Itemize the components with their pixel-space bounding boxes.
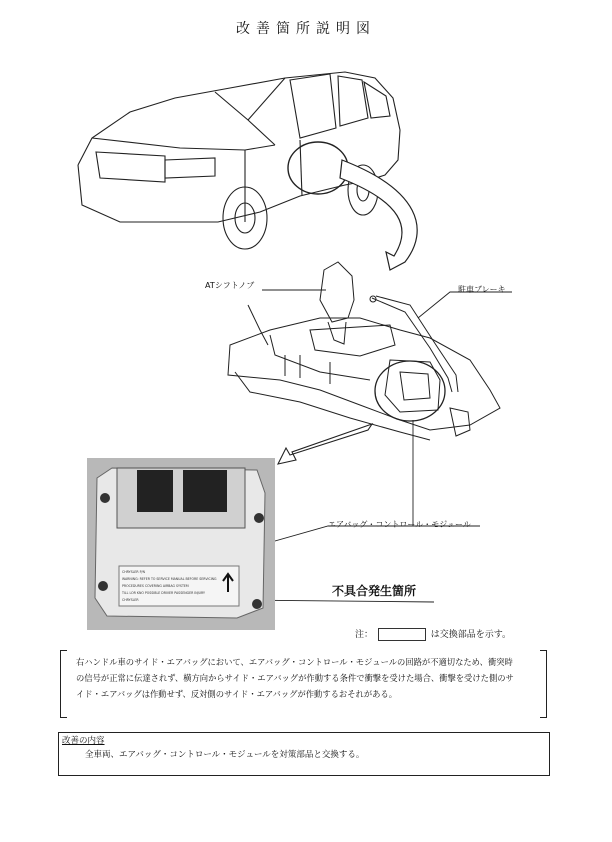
- vehicle-drawing: [78, 72, 400, 249]
- legend-suffix: は交換部品を示す。: [430, 630, 512, 640]
- module-sticker-line: TILL LOR KNO POSSIBLE DRIVER PASSENGER INJURY: [122, 591, 205, 595]
- improvement-body: 全車両、エアバッグ・コントロール・モジュールを対策部品と交換する。: [85, 750, 365, 760]
- pointer-arrow-to-photo: [278, 424, 372, 464]
- label-airbag-control-module: エアバッグ・コントロール・モジュール: [328, 520, 471, 529]
- legend-box: [378, 628, 426, 641]
- page-title: 改善箇所説明図: [236, 21, 376, 37]
- module-sticker-line: WARNING: REFER TO SERVICE MANUAL BEFORE SERVICING: [122, 577, 217, 581]
- improvement-box: [58, 732, 550, 776]
- label-leader-lines: [236, 290, 512, 602]
- legend-prefix: 注：: [355, 630, 374, 640]
- pointer-arrow-from-vehicle: [340, 160, 417, 270]
- legend: [355, 627, 511, 641]
- airbag-module-photo: [87, 458, 275, 630]
- improvement-title: 改善の内容: [62, 736, 105, 746]
- defect-description: 右ハンドル車のサイド・エアバッグにおいて、エアバッグ・コントロール・モジュールの回路が不適切なため、衝突時の信号が正常に伝達されず、横方向からサイド・エアバッグが作動する条件で衝撃を受けた場合、衝撃を受けた側のサイド・エアバッグは作動せず、反対側のサイド・エアバッグが作動するおそれがある。: [76, 657, 514, 699]
- module-sticker-line: CHRYSLER: [122, 598, 139, 602]
- bracket-left: [60, 650, 67, 718]
- module-photo-drawing: [87, 458, 275, 630]
- module-sticker-line: PROCEDURES COVERING AIRBAG SYSTEM: [122, 584, 189, 588]
- label-defect-location: 不具合発生箇所: [332, 584, 417, 598]
- label-at-shift-knob: ATシフトノブ: [205, 281, 255, 290]
- bracket-right: [540, 650, 547, 718]
- module-sticker-line: CHRYSLER P/N: [122, 570, 146, 574]
- label-parking-brake: 駐車ブレーキ: [458, 285, 506, 294]
